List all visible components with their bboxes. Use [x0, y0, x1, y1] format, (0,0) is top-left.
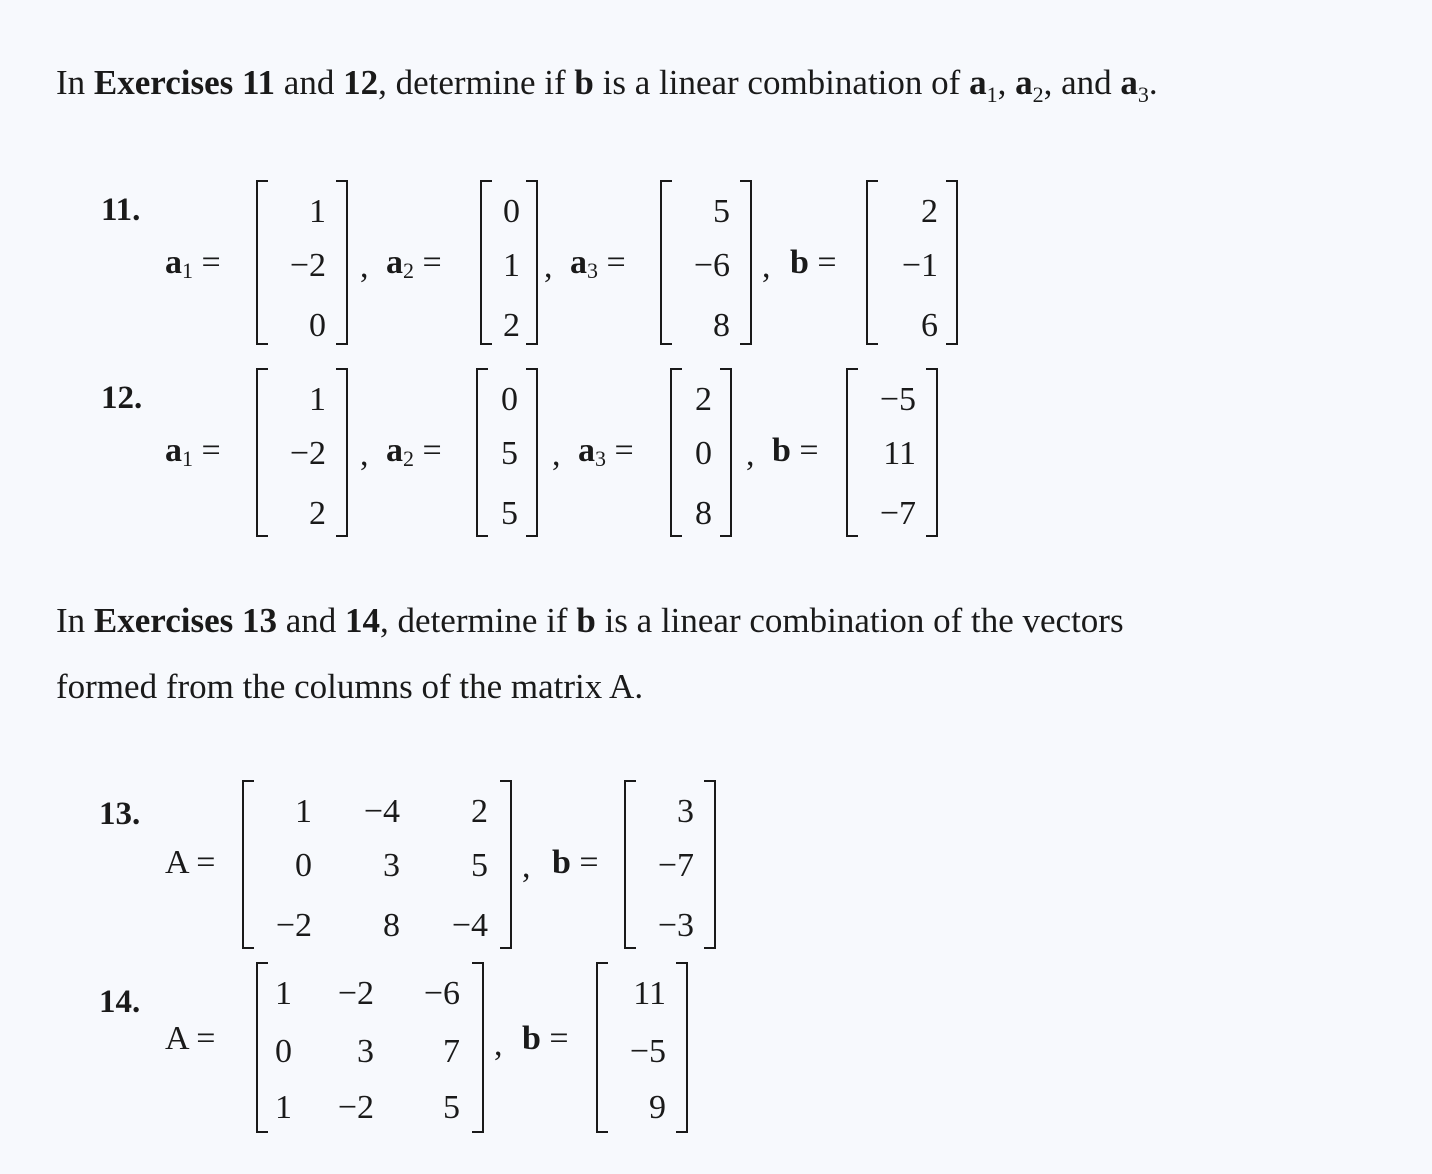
- ex13-comma: ,: [522, 848, 531, 885]
- ex11-a3-vector: 5 −6 8: [660, 180, 752, 346]
- ex12-a3-vector: 2 0 8: [670, 368, 732, 534]
- ex11-a1-vector: 1 −2 0: [256, 180, 348, 346]
- exercise-number-12: 12.: [101, 380, 143, 416]
- ex12-b-vector: −5 11 −7: [846, 368, 938, 534]
- ex11-a1-label: $a_1$ =: [165, 244, 221, 283]
- ex11-a2-label: $a_2$ =: [386, 244, 442, 283]
- ex13-b-vector: 3 −7 −3: [624, 780, 716, 946]
- ex12-a1-label: $a_1$ =: [165, 432, 221, 471]
- ex12-comma-2: ,: [552, 436, 561, 473]
- ex13-b-label: b =: [552, 844, 599, 881]
- ex12-a3-label: $a_3$ =: [578, 432, 634, 471]
- ex11-comma-1: ,: [360, 248, 369, 285]
- ex12-b-label: b =: [772, 432, 819, 469]
- ex11-comma-2: ,: [544, 248, 553, 285]
- intro-paragraph-13-14: [56, 588, 1124, 720]
- intro-line-1: In Exercises 13 and 14, determine if b is a linear combination of the vectors: [56, 601, 1124, 640]
- ex11-comma-3: ,: [762, 248, 771, 285]
- ex12-a2-label: $a_2$ =: [386, 432, 442, 471]
- ex11-a2-vector: 0 1 2: [480, 180, 538, 346]
- ex14-b-vector: 11 −5 9: [596, 962, 688, 1130]
- ex14-b-label: b =: [522, 1020, 569, 1057]
- intro-line-2: formed from the columns of the matrix A.: [56, 667, 644, 706]
- exercise-number-13: 13.: [99, 796, 141, 832]
- ex12-a2-vector: 0 5 5: [476, 368, 538, 534]
- ex12-a1-vector: 1 −2 2: [256, 368, 348, 534]
- ex14-comma: ,: [494, 1026, 503, 1063]
- ex13-A-label: A =: [165, 844, 216, 881]
- ex14-matrix-A: 1 −2 −6 0 3 7 1 −2 5: [256, 962, 484, 1130]
- ex14-A-label: A =: [165, 1020, 216, 1057]
- ex13-matrix-A: 1 −4 2 0 3 5 −2 8 −4: [242, 780, 512, 946]
- exercise-number-14: 14.: [99, 984, 141, 1020]
- ex11-b-label: b =: [790, 244, 837, 281]
- ex11-a3-label: $a_3$ =: [570, 244, 626, 283]
- intro-paragraph-11-12: In Exercises 11 and 12, determine if b is a linear combination of $a_1$, $a_2$, and $a_3$.: [56, 63, 1158, 107]
- ex11-b-vector: 2 −1 6: [866, 180, 958, 346]
- ex12-comma-3: ,: [746, 436, 755, 473]
- ex12-comma-1: ,: [360, 436, 369, 473]
- exercise-number-11: 11.: [101, 192, 141, 228]
